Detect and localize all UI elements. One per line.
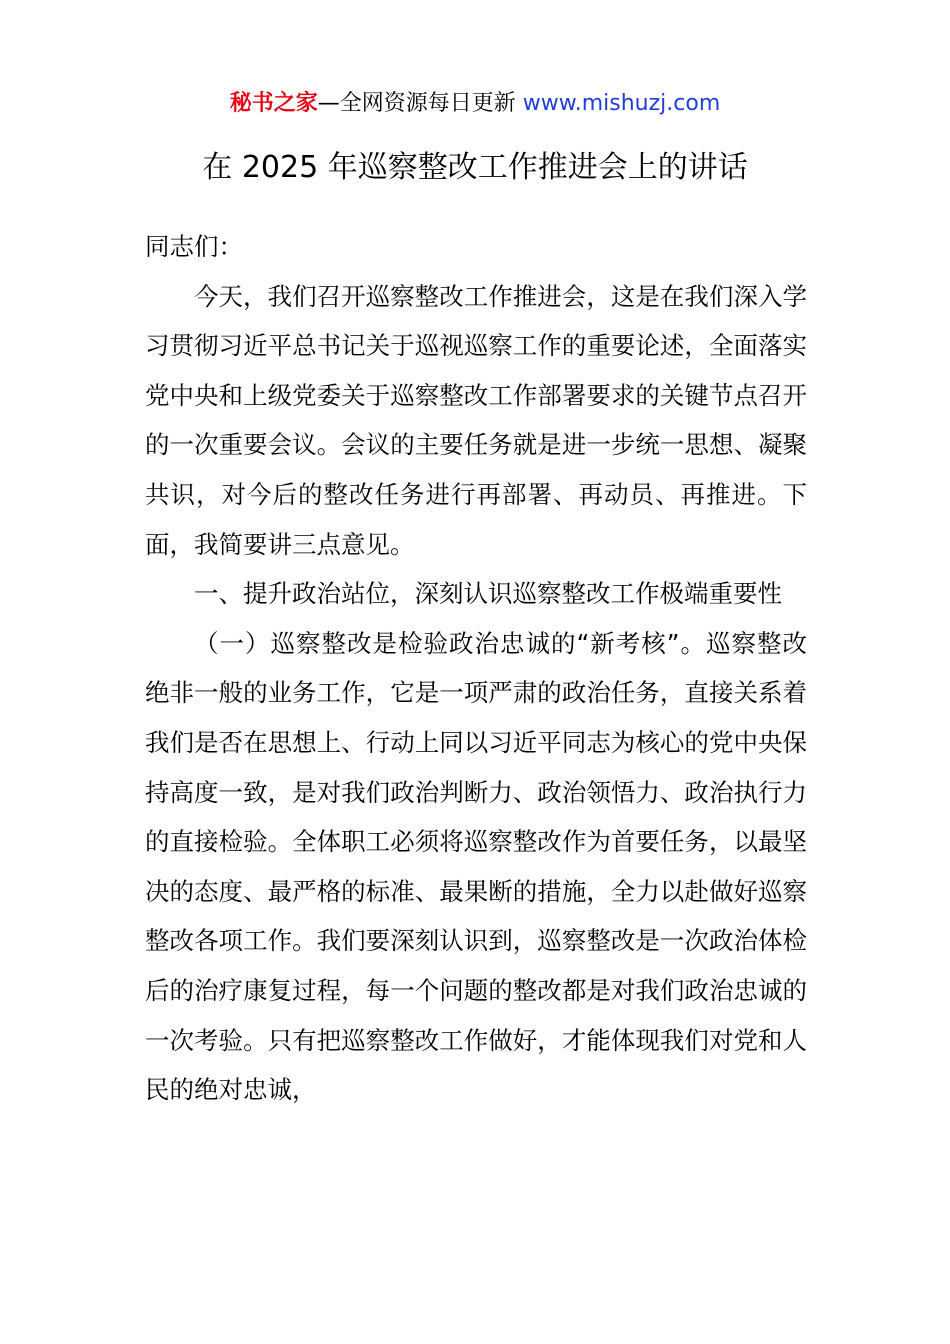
site-header	[0, 88, 950, 120]
brand-name: 秘书之家	[229, 91, 318, 116]
document-body	[145, 222, 807, 1115]
header-tagline: —全网资源每日更新	[317, 91, 523, 116]
document-title: 在 2025 年巡察整改工作推进会上的讲话	[202, 150, 748, 185]
section-heading-1: 一、提升政治站位，深刻认识巡察整改工作极端重要性	[194, 579, 782, 609]
site-url-link[interactable]: www.mishuzj.com	[522, 91, 721, 116]
salutation: 同志们：	[145, 232, 243, 261]
paragraph-intro: 今天，我们召开巡察整改工作推进会，这是在我们深入学习贯彻习近平总书记关于巡视巡察工作的重要论述，全面落实党中央和上级党委关于巡察整改工作部署要求的关键节点召开的一次重要会议。会议的主要任务就是进一步统一思想、凝聚共识，对今后的整改任务进行再部署、再动员、再推进。下面，我简要讲三点意见。	[145, 281, 807, 559]
paragraph-subsection-1: （一）巡察整改是检验政治忠诚的“新考核”。巡察整改绝非一般的业务工作，它是一项严肃的政治任务，直接关系着我们是否在思想上、行动上同以习近平同志为核心的党中央保持高度一致，是对我们政治判断力、政治领悟力、政治执行力的直接检验。全体职工必须将巡察整改作为首要任务，以最坚决的态度、最严格的标准、最果断的措施，全力以赴做好巡察整改各项工作。我们要深刻认识到，巡察整改是一次政治体检后的治疗康复过程，每一个问题的整改都是对我们政治忠诚的一次考验。只有把巡察整改工作做好，才能体现我们对党和人民的绝对忠诚，	[145, 628, 807, 1105]
